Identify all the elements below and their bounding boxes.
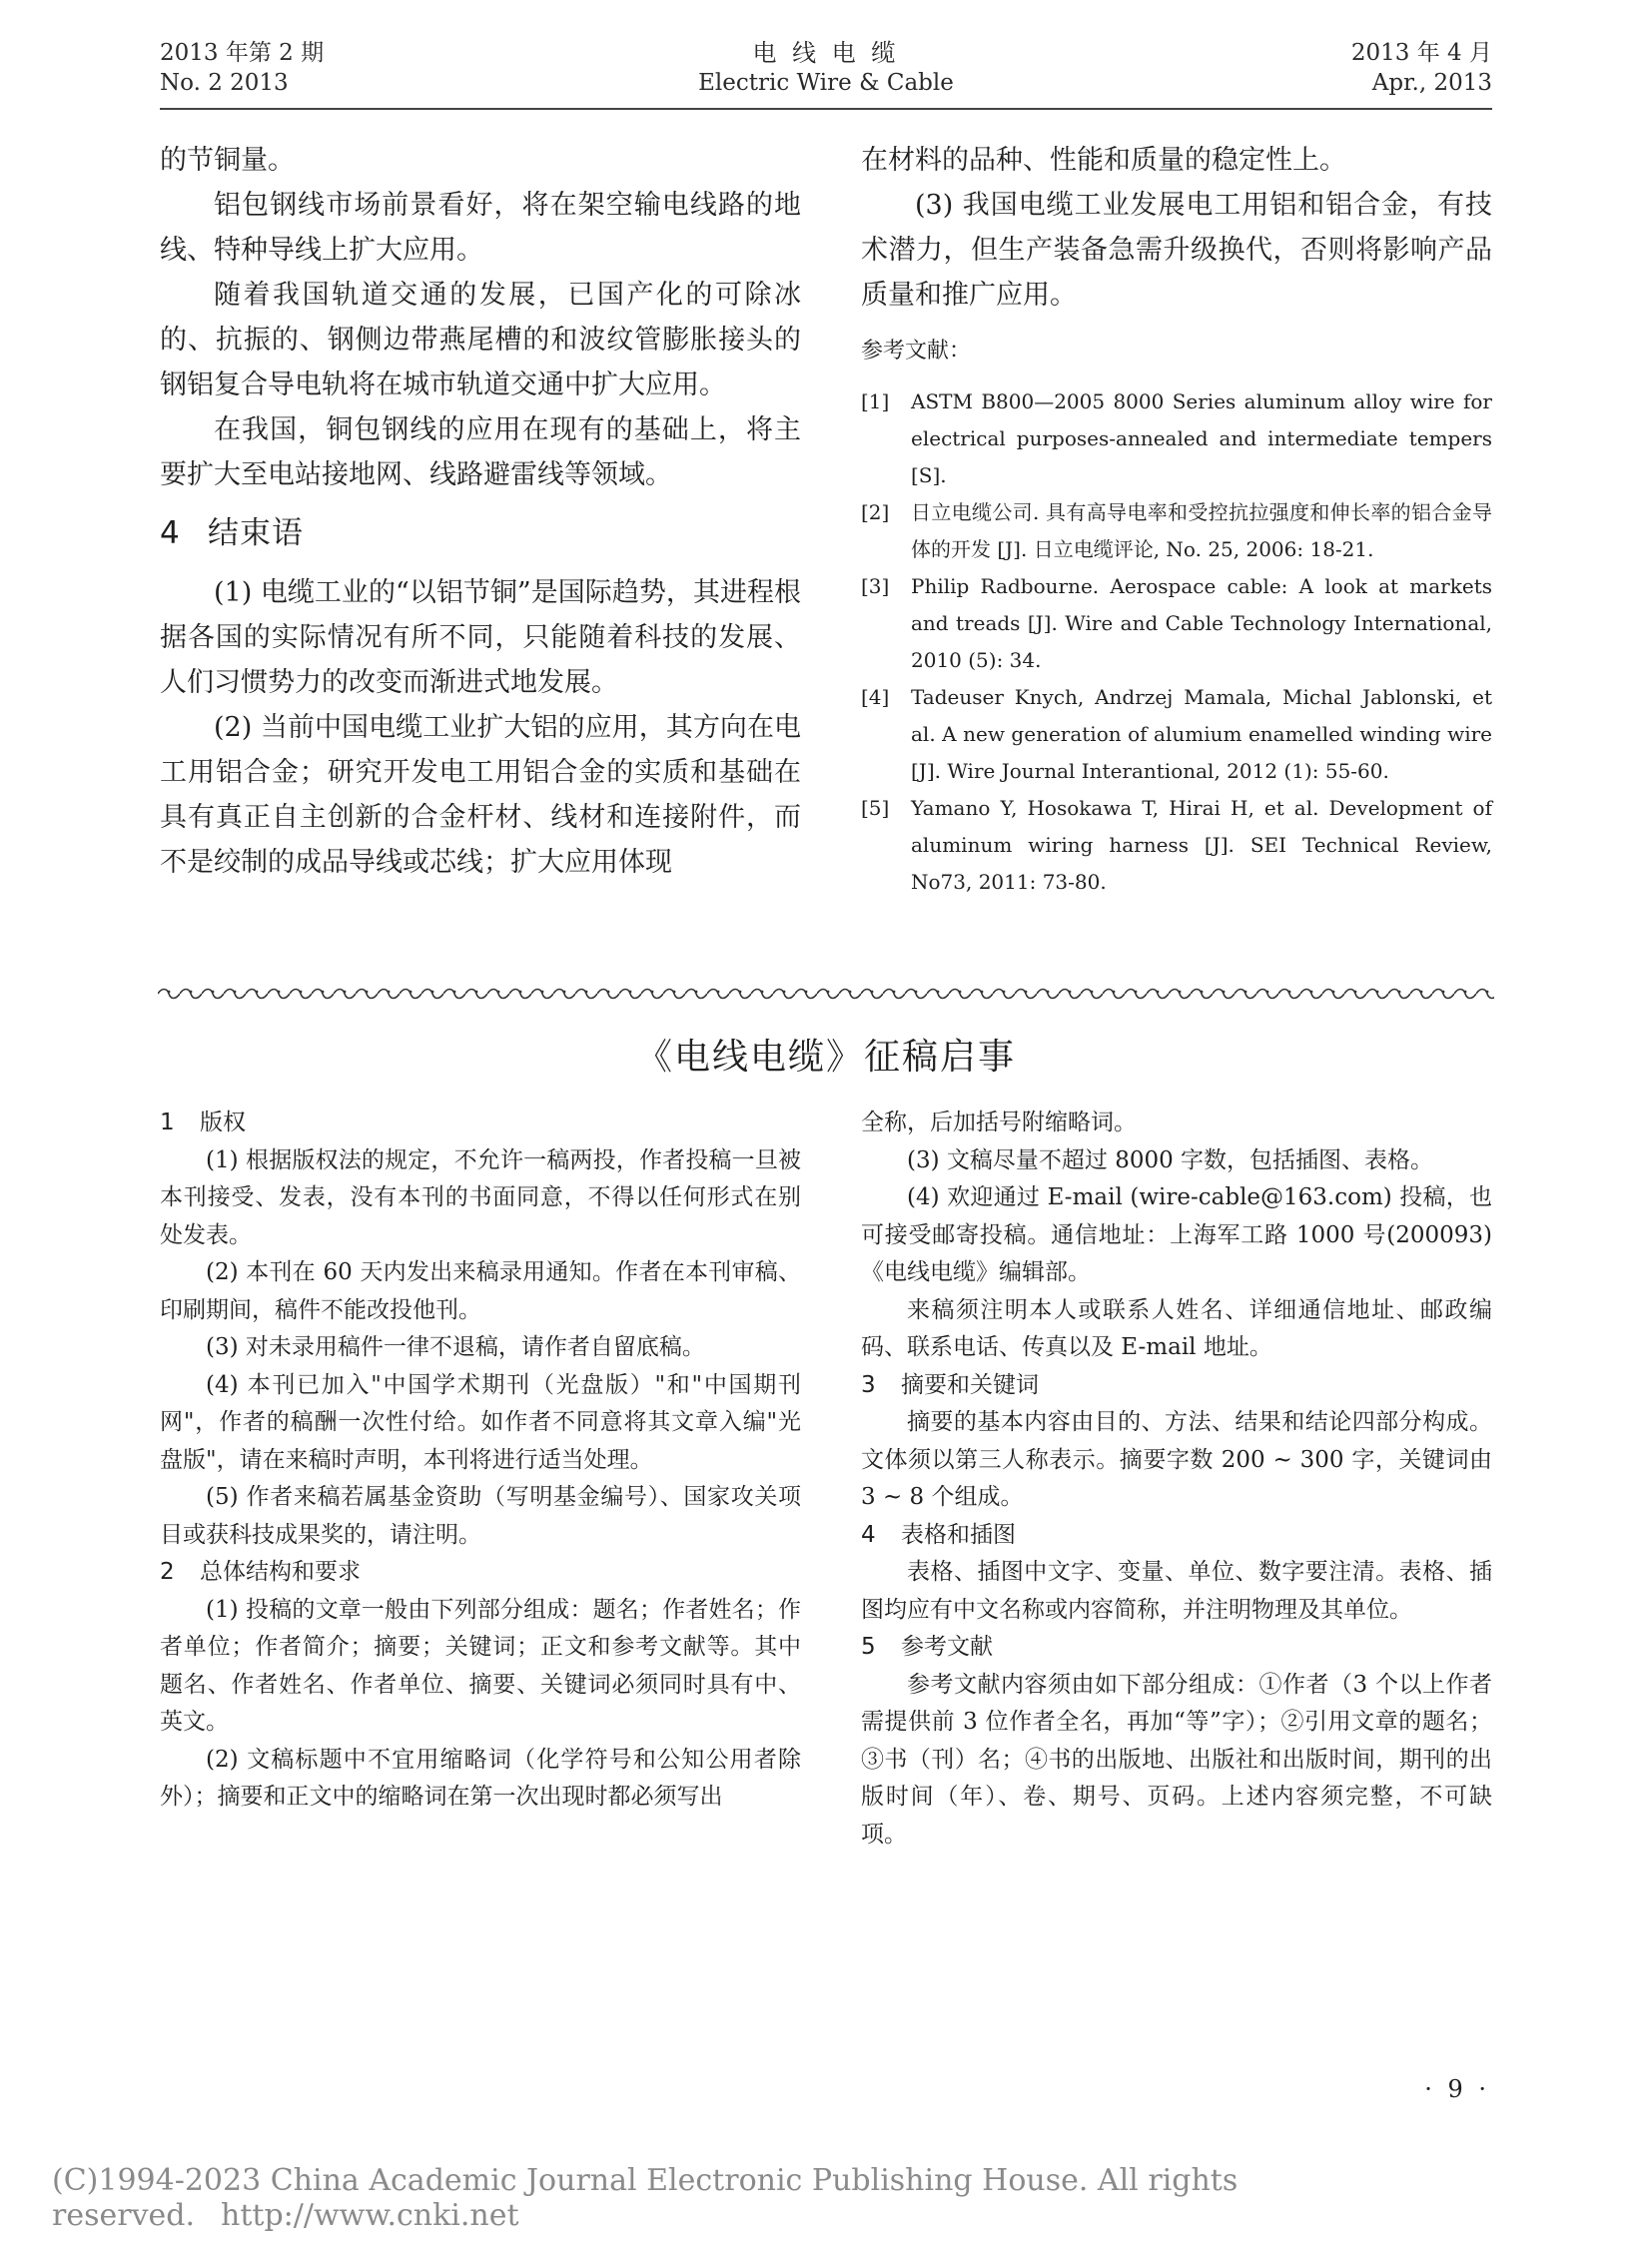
paragraph: 随着我国轨道交通的发展，已国产化的可除冰的、抗振的、钢侧边带燕尾槽的和波纹管膨胀接头的钢铝复合导电轨将在城市轨道交通中扩大应用。: [160, 280, 801, 400]
section-number: 3: [861, 1371, 876, 1398]
notice-section-heading: [861, 1629, 1492, 1667]
paragraph: 来稿须注明本人或联系人姓名、详细通信地址、邮政编码、联系电话、传真以及 E-mail 地址。: [861, 1296, 1492, 1360]
paragraph: 在我国，铜包钢线的应用在现有的基础上，将主要扩大至电站接地网、线路避雷线等领域。: [160, 414, 801, 490]
reference-text: Tadeuser Knych, Andrzej Mamala, Michal Jablonski, et al. A new generation of alumium enamelled winding wire [J]. Wire Journal Interantional, 2012 (1): 55-60.: [911, 685, 1492, 783]
section-title: 表格和插图: [901, 1521, 1016, 1548]
journal-name-cn: 电 线 电 缆: [752, 39, 900, 67]
journal-name-en: Electric Wire & Cable: [698, 70, 954, 96]
reference-item: [861, 568, 1492, 679]
copyright-text: (C)1994-2023 China Academic Journal Electronic Publishing House. All rights reserved.: [52, 2163, 1239, 2233]
section-number: 4: [861, 1521, 876, 1548]
reference-text: 日立电缆公司. 具有高导电率和受控抗拉强度和伸长率的铝合金导体的开发 [J]. 日立电缆评论, No. 25, 2006: 18-21.: [911, 500, 1492, 561]
journal-date: [1351, 38, 1492, 98]
notice-left-column: [160, 1105, 801, 1817]
reference-list: [861, 383, 1492, 901]
journal-issue: [160, 38, 324, 98]
reference-tag: [4]: [861, 685, 890, 709]
section-title: 总体结构和要求: [200, 1559, 361, 1585]
section-heading: [160, 511, 801, 556]
notice-right-column: [861, 1105, 1492, 1854]
notice-section-heading: [160, 1105, 801, 1142]
references-heading: 参考文献：: [861, 339, 972, 364]
paragraph: (2) 文稿标题中不宜用缩略词（化学符号和公知公用者除外）；摘要和正文中的缩略词在第一次出现时都必须写出: [160, 1746, 801, 1810]
reference-item: [861, 494, 1492, 568]
decorative-divider: [158, 987, 1494, 1001]
copyright-line: [52, 2163, 1652, 2233]
date-cn: 2013 年 4 月: [1350, 40, 1492, 66]
notice-section-heading: [861, 1517, 1492, 1555]
paragraph: 的节铜量。: [160, 145, 295, 176]
paragraph: (3) 文稿尽量不超过 8000 字数，包括插图、表格。: [907, 1146, 1434, 1173]
section-number: 1: [160, 1110, 175, 1135]
paragraph: 摘要的基本内容由目的、方法、结果和结论四部分构成。文体须以第三人称表示。摘要字数 200 ~ 300 字，关键词由 3 ~ 8 个组成。: [861, 1409, 1492, 1510]
section-title: 版权: [200, 1110, 246, 1135]
reference-tag: [1]: [861, 389, 890, 413]
cnki-url: http://www.cnki.net: [221, 2198, 519, 2233]
paragraph: (2) 本刊在 60 天内发出来稿录用通知。作者在本刊审稿、印刷期间，稿件不能改投他刊。: [160, 1259, 801, 1323]
paragraph: 表格、插图中文字、变量、单位、数字要注清。表格、插图均应有中文名称或内容简称，并注明物理及其单位。: [861, 1559, 1492, 1623]
paragraph: (1) 电缆工业的“以铝节铜”是国际趋势，其进程根据各国的实际情况有所不同，只能随着科技的发展、人们习惯势力的改变而渐进式地发展。: [160, 577, 801, 698]
paragraph: (3) 对未录用稿件一律不退稿，请作者自留底稿。: [206, 1334, 705, 1360]
section-number: 2: [160, 1559, 175, 1585]
reference-text: ASTM B800—2005 8000 Series aluminum alloy wire for electrical purposes-annealed and intermediate tempers [S].: [911, 389, 1492, 487]
paragraph: 全称，后加括号附缩略词。: [861, 1110, 1137, 1135]
reference-tag: [5]: [861, 796, 890, 820]
reference-tag: [2]: [861, 500, 890, 524]
paragraph: 在材料的品种、性能和质量的稳定性上。: [861, 145, 1346, 176]
section-title: 参考文献: [901, 1634, 993, 1660]
notice-title: 《电线电缆》征稿启事: [635, 1037, 1016, 1078]
journal-name: [626, 38, 1026, 98]
date-en: Apr., 2013: [1371, 70, 1492, 96]
paragraph: (2) 当前中国电缆工业扩大铝的应用，其方向在电工用铝合金；研究开发电工用铝合金的实质和基础在具有真正自主创新的合金杆材、线材和连接附件，而不是绞制的成品导线或芯线；扩大应用体现: [160, 712, 801, 878]
reference-tag: [3]: [861, 574, 890, 598]
section-title: 摘要和关键词: [901, 1371, 1039, 1398]
paragraph: (4) 本刊已加入"中国学术期刊（光盘版）"和"中国期刊网"，作者的稿酬一次性付给。如作者不同意将其文章入编"光盘版"，请在来稿时声明，本刊将进行适当处理。: [160, 1371, 801, 1473]
section-number: 5: [861, 1634, 876, 1660]
article-right-column: [861, 138, 1492, 901]
reference-text: Philip Radbourne. Aerospace cable: A look at markets and treads [J]. Wire and Cable Technology International, 2010 (5): 34.: [911, 574, 1492, 672]
reference-text: Yamano Y, Hosokawa T, Hirai H, et al. Development of aluminum wiring harness [J]. SEI Technical Review, No73, 2011: 73-80.: [911, 796, 1492, 894]
reference-item: [861, 383, 1492, 494]
paragraph: (3) 我国电缆工业发展电工用铝和铝合金，有技术潜力，但生产装备急需升级换代，否则将影响产品质量和推广应用。: [861, 190, 1492, 311]
paragraph: (1) 投稿的文章一般由下列部分组成：题名；作者姓名；作者单位；作者简介；摘要；关键词；正文和参考文献等。其中题名、作者姓名、作者单位、摘要、关键词必须同时具有中、英文。: [160, 1596, 801, 1735]
article-left-column: [160, 138, 801, 885]
reference-item: [861, 679, 1492, 790]
section-title: 结束语: [208, 515, 304, 551]
paragraph: 铝包钢线市场前景看好，将在架空输电线路的地线、特种导线上扩大应用。: [160, 190, 801, 266]
section-number: 4: [160, 515, 181, 551]
page-number: · 9 ·: [1424, 2075, 1490, 2103]
notice-section-heading: [861, 1367, 1492, 1405]
paragraph: (4) 欢迎通过 E-mail (wire-cable@163.com) 投稿，也可接受邮寄投稿。通信地址：上海军工路 1000 号(200093)《电线电缆》编辑部。: [861, 1184, 1492, 1285]
paragraph: (5) 作者来稿若属基金资助（写明基金编号）、国家攻关项目或获科技成果奖的，请注明。: [160, 1484, 801, 1548]
paragraph: (1) 根据版权法的规定，不允许一稿两投，作者投稿一旦被本刊接受、发表，没有本刊的书面同意，不得以任何形式在别处发表。: [160, 1146, 801, 1248]
issue-cn: 2013 年第 2 期: [160, 40, 325, 66]
reference-item: [861, 790, 1492, 901]
header-rule: [160, 108, 1492, 110]
notice-section-heading: [160, 1554, 801, 1592]
issue-en: No. 2 2013: [160, 70, 289, 96]
paragraph: 参考文献内容须由如下部分组成：①作者（3 个以上作者需提供前 3 位作者全名，再加“等”字）；②引用文章的题名；③书（刊）名；④书的出版地、出版社和出版时间，期刊的出版时间（年）、卷、期号、页码。上述内容须完整，不可缺项。: [861, 1671, 1492, 1848]
